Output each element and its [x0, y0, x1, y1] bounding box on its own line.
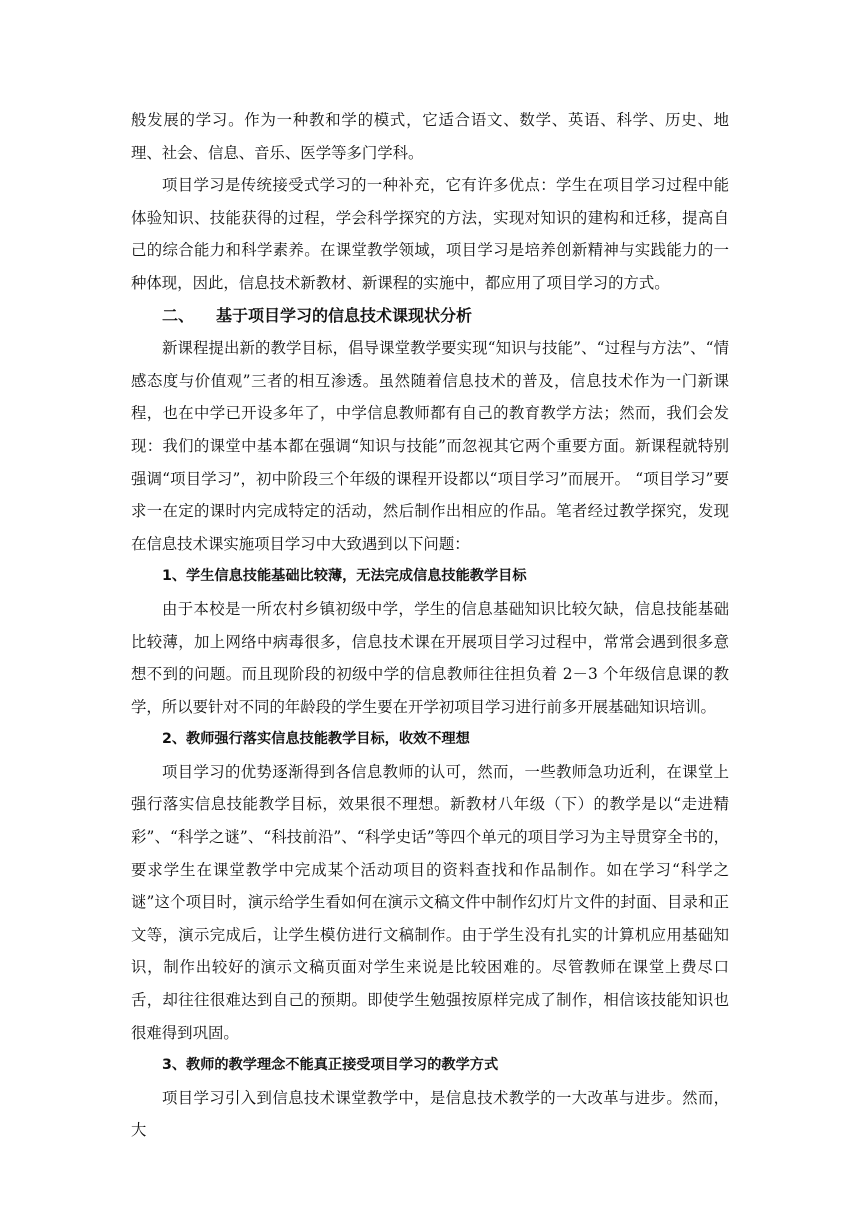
subheading-1: 1、学生信息技能基础比较薄，无法完成信息技能教学目标 [162, 568, 527, 585]
paragraph-project-learning: 项目学习是传统接受式学习的一种补充，它有许多优点：学生在项目学习过程中能体验知识、技能获得的过程，学会科学探究的方法，实现对知识的建构和迁移，提高自己的综合能力和科学素养。在课堂教学领域，项目学习是培养创新精神与实践能力的一种体现，因此，信息技术新教材、新课程的实施中，都应用了项目学习的方式。 [131, 176, 729, 292]
paragraph-new-curriculum: 新课程提出新的教学目标，倡导课堂教学要实现“知识与技能”、“过程与方法”、“情感态度与价值观”三者的相互渗透。虽然随着信息技术的普及，信息技术作为一门新课程，也在中学已开设多年了，中学信息教师都有自己的教育教学方法；然而，我们会发现：我们的课堂中基本都在强调“知识与技能”而忽视其它两个重要方面。新课程就特别强调“项目学习”，初中阶段三个年级的课程开设都以“项目学习”而展开。 “项目学习”要求一在定的课时内完成特定的活动，然后制作出相应的作品。笔者经过教学探究，发现在信息技术课实施项目学习中大致遇到以下问题： [131, 339, 729, 553]
paragraph-teacher-goals: 项目学习的优势逐渐得到各信息教师的认可，然而，一些教师急功近利，在课堂上强行落实信息技能教学目标，效果很不理想。新教材八年级（下）的教学是以“走进精彩”、“科学之谜”、“科技前沿”、“科学史话”等四个单元的项目学习为主导贯穿全书的，要求学生在课堂教学中完成某个活动项目的资料查找和作品制作。如在学习“科学之谜”这个项目时，演示给学生看如何在演示文稿文件中制作幻灯片文件的封面、目录和正文等，演示完成后，让学生模仿进行文稿制作。由于学生没有扎实的计算机应用基础知识，制作出较好的演示文稿页面对学生来说是比较困难的。尽管教师在课堂上费尽口舌，却往往很难达到自己的预期。即使学生勉强按原样完成了制作，相信该技能知识也很难得到巩固。 [131, 762, 729, 1042]
section-number: 二、 [162, 305, 195, 325]
section-heading [162, 300, 729, 333]
subheading-2: 2、教师强行落实信息技能教学目标，收效不理想 [162, 731, 470, 748]
paragraph-rural-school: 由于本校是一所农村乡镇初级中学，学生的信息基础知识比较欠缺，信息技能基础比较薄，加上网络中病毒很多，信息技术课在开展项目学习过程中，常常会遇到很多意想不到的问题。而且现阶段的初级中学的信息教师往往担负着 2－3 个年级信息课的教学，所以要针对不同的年龄段的学生要在开学初项目学习进行前多开展基础知识培训。 [131, 599, 729, 716]
subheading-3: 3、教师的教学理念不能真正接受项目学习的教学方式 [162, 1057, 499, 1074]
paragraph-teaching-philosophy: 项目学习引入到信息技术课堂教学中，是信息技术教学的一大改革与进步。然而，大 [131, 1088, 729, 1140]
document-body [131, 104, 729, 1147]
section-title: 基于项目学习的信息技术课现状分析 [216, 305, 473, 325]
paragraph-continued: 般发展的学习。作为一种教和学的模式，它适合语文、数学、英语、科学、历史、地理、社会、信息、音乐、医学等多门学科。 [131, 111, 729, 162]
